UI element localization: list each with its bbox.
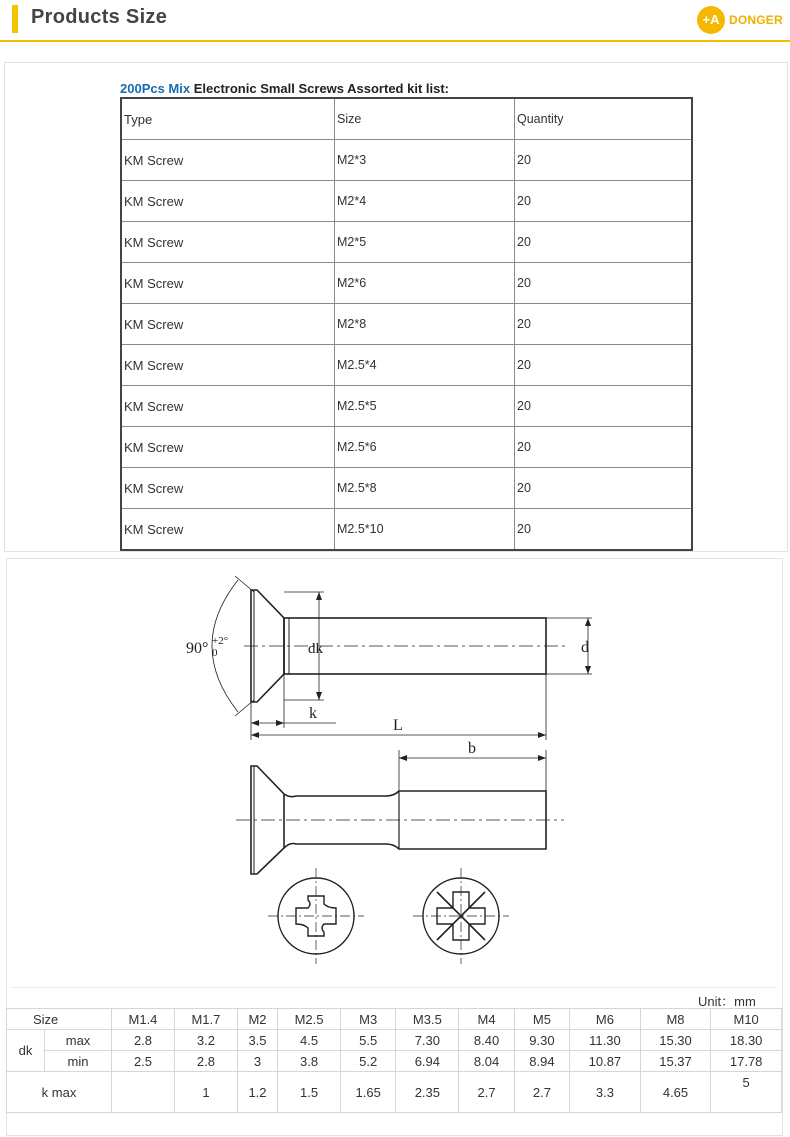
kit-list-table xyxy=(120,97,693,551)
cell-type: KM Screw xyxy=(121,304,335,345)
cell-type: KM Screw xyxy=(121,427,335,468)
cell-quantity: 20 xyxy=(515,509,693,551)
cell-quantity: 20 xyxy=(515,468,693,509)
size-cell: M3 xyxy=(341,1009,396,1030)
cell-type: KM Screw xyxy=(121,140,335,181)
d-label: d xyxy=(581,639,589,656)
header-divider xyxy=(0,40,790,42)
k-max-cell: 1.2 xyxy=(237,1072,277,1113)
logo-mark-icon: +A xyxy=(697,6,725,34)
size-cell: M4 xyxy=(459,1009,514,1030)
unit-label: Unit：mm xyxy=(698,994,756,1009)
k-max-cell xyxy=(711,1072,782,1113)
k-max-cell: 2.7 xyxy=(459,1072,514,1113)
cell-quantity: 20 xyxy=(515,263,693,304)
page-title: Products Size xyxy=(31,6,168,28)
table-row xyxy=(121,304,692,345)
table-row xyxy=(7,1009,782,1030)
k-max-cell: 3.3 xyxy=(570,1072,641,1113)
table-row xyxy=(7,1030,782,1051)
dk-max-cell: 11.30 xyxy=(570,1030,641,1051)
table-header-row xyxy=(121,98,692,140)
size-cell: M2.5 xyxy=(278,1009,341,1030)
column-header-quantity: Quantity xyxy=(515,98,693,140)
angle-upper-tolerance: +2° xyxy=(212,635,229,647)
cell-type: KM Screw xyxy=(121,345,335,386)
pozidriv-recess-icon xyxy=(413,868,509,964)
k-max-cell: 2.7 xyxy=(514,1072,569,1113)
cell-quantity: 20 xyxy=(515,222,693,263)
table-row xyxy=(121,140,692,181)
k-max-label: k max xyxy=(7,1072,112,1113)
table-row xyxy=(121,509,692,551)
cell-size: M2.5*8 xyxy=(335,468,515,509)
column-header-type: Type xyxy=(121,98,335,140)
dk-min-cell: 15.37 xyxy=(640,1051,711,1072)
dk-max-cell: 8.40 xyxy=(459,1030,514,1051)
cell-type: KM Screw xyxy=(121,468,335,509)
table-row xyxy=(121,345,692,386)
dk-min-cell: 6.94 xyxy=(396,1051,459,1072)
dk-max-label: max xyxy=(45,1030,112,1051)
kit-title-highlight: 200Pcs Mix xyxy=(120,81,191,96)
cell-size: M2*3 xyxy=(335,140,515,181)
dk-min-cell: 5.2 xyxy=(341,1051,396,1072)
dk-min-cell: 8.04 xyxy=(459,1051,514,1072)
cell-quantity: 20 xyxy=(515,427,693,468)
table-row xyxy=(7,1072,782,1113)
dk-max-cell: 5.5 xyxy=(341,1030,396,1051)
size-label: Size xyxy=(7,1009,112,1030)
k-max-cell: 1.65 xyxy=(341,1072,396,1113)
table-row xyxy=(121,468,692,509)
dk-max-cell: 18.30 xyxy=(711,1030,782,1051)
dk-max-cell: 9.30 xyxy=(514,1030,569,1051)
cell-type: KM Screw xyxy=(121,222,335,263)
dk-max-cell: 4.5 xyxy=(278,1030,341,1051)
cell-type: KM Screw xyxy=(121,263,335,304)
k-max-cell: 2.35 xyxy=(396,1072,459,1113)
dk-max-cell: 3.2 xyxy=(174,1030,237,1051)
screw-technical-drawing xyxy=(6,558,782,988)
dimension-spec-table xyxy=(6,1008,782,1113)
k-max-cell: 1 xyxy=(174,1072,237,1113)
k-max-m10-value: 5 xyxy=(742,1074,750,1090)
size-cell: M8 xyxy=(640,1009,711,1030)
cell-size: M2*5 xyxy=(335,222,515,263)
cell-type: KM Screw xyxy=(121,386,335,427)
dk-max-cell: 2.8 xyxy=(112,1030,175,1051)
cell-size: M2*4 xyxy=(335,181,515,222)
angle-label: 90° xyxy=(186,640,209,657)
b-label: b xyxy=(468,740,476,757)
k-max-cell xyxy=(112,1072,175,1113)
size-cell: M2 xyxy=(237,1009,277,1030)
cell-size: M2*8 xyxy=(335,304,515,345)
size-cell: M5 xyxy=(514,1009,569,1030)
cell-size: M2*6 xyxy=(335,263,515,304)
k-max-cell: 4.65 xyxy=(640,1072,711,1113)
cell-type: KM Screw xyxy=(121,509,335,551)
table-row xyxy=(121,181,692,222)
size-cell: M1.4 xyxy=(112,1009,175,1030)
k-max-cell: 1.5 xyxy=(278,1072,341,1113)
dk-row-label: dk xyxy=(7,1030,45,1072)
dk-max-cell: 7.30 xyxy=(396,1030,459,1051)
dk-min-cell: 2.5 xyxy=(112,1051,175,1072)
size-cell: M1.7 xyxy=(174,1009,237,1030)
size-cell: M10 xyxy=(711,1009,782,1030)
angle-lower-tolerance: 0 xyxy=(212,647,218,659)
cell-quantity: 20 xyxy=(515,304,693,345)
logo-brand-text: DONGER xyxy=(729,13,783,27)
table-row xyxy=(121,222,692,263)
kit-title-rest: Electronic Small Screws Assorted kit list: xyxy=(190,81,449,96)
dk-label: dk xyxy=(308,641,323,657)
section-header xyxy=(0,0,790,42)
angle-ext-top xyxy=(235,576,254,592)
size-cell: M3.5 xyxy=(396,1009,459,1030)
cell-size: M2.5*6 xyxy=(335,427,515,468)
cell-type: KM Screw xyxy=(121,181,335,222)
dk-min-label: min xyxy=(45,1051,112,1072)
cell-size: M2.5*5 xyxy=(335,386,515,427)
dk-max-cell: 3.5 xyxy=(237,1030,277,1051)
cell-size: M2.5*10 xyxy=(335,509,515,551)
table-row xyxy=(7,1051,782,1072)
table-row xyxy=(121,263,692,304)
phillips-recess-icon xyxy=(268,868,364,964)
cell-quantity: 20 xyxy=(515,181,693,222)
L-label: L xyxy=(393,717,403,734)
dk-min-cell: 10.87 xyxy=(570,1051,641,1072)
column-header-size: Size xyxy=(335,98,515,140)
cell-quantity: 20 xyxy=(515,140,693,181)
dk-min-cell: 17.78 xyxy=(711,1051,782,1072)
header-accent-bar xyxy=(12,5,18,33)
k-label: k xyxy=(309,705,317,722)
dk-min-cell: 2.8 xyxy=(174,1051,237,1072)
dk-min-cell: 3.8 xyxy=(278,1051,341,1072)
cell-quantity: 20 xyxy=(515,345,693,386)
dk-min-cell: 3 xyxy=(237,1051,277,1072)
table-row xyxy=(121,386,692,427)
size-cell: M6 xyxy=(570,1009,641,1030)
cell-quantity: 20 xyxy=(515,386,693,427)
dk-min-cell: 8.94 xyxy=(514,1051,569,1072)
table-row xyxy=(121,427,692,468)
kit-list-title xyxy=(120,81,449,96)
dk-max-cell: 15.30 xyxy=(640,1030,711,1051)
brand-logo xyxy=(697,6,787,36)
cell-size: M2.5*4 xyxy=(335,345,515,386)
